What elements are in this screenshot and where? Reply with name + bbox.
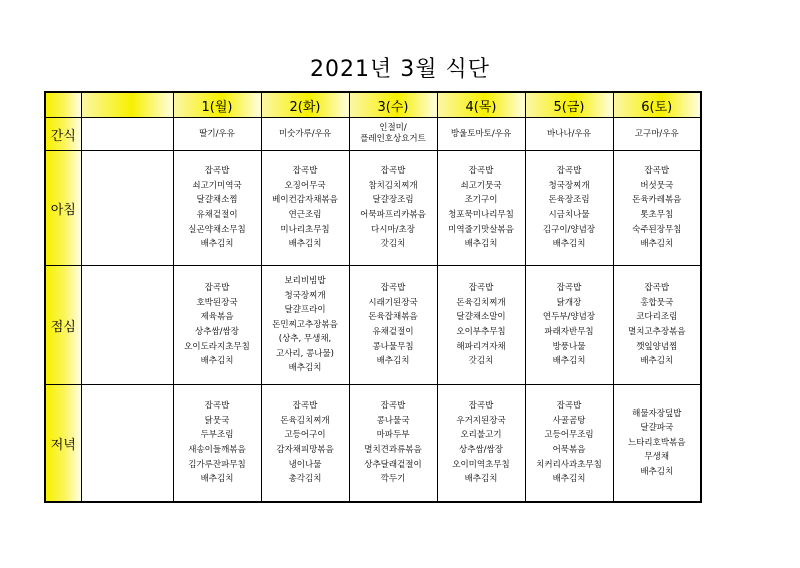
blank-cell [81, 151, 173, 266]
menu-cell [437, 151, 525, 266]
blank-header-cell [81, 92, 173, 118]
menu-item: 배추김치 [376, 356, 410, 367]
menu-item: 돈육장조림 [548, 195, 590, 206]
menu-item: 잡곡밥 [292, 166, 318, 177]
menu-item: 파래자반무침 [544, 327, 594, 337]
menu-item: 사골곰탕 [552, 415, 586, 426]
menu-cell [261, 266, 349, 385]
menu-item: 고등어구이 [284, 430, 326, 441]
menu-item: 해파리겨자채 [456, 341, 506, 352]
menu-item: 치커리사과초무침 [536, 459, 602, 470]
meal-label: 간식 [45, 118, 81, 151]
menu-item: 배추김치 [552, 356, 586, 367]
meal-label: 점심 [45, 266, 81, 385]
menu-item: 딸기/우유 [199, 128, 235, 139]
meal-row-lunch [45, 266, 701, 385]
menu-cell [261, 385, 349, 503]
menu-item: 홍합뭇국 [640, 297, 674, 308]
menu-item: 고구마/우유 [634, 128, 679, 139]
menu-item: 배추김치 [640, 239, 674, 250]
menu-item: 돈육카레볶음 [632, 195, 682, 206]
menu-item: 참치김치찌개 [368, 180, 418, 191]
menu-cell [437, 118, 525, 151]
menu-item: 보리비빔밥 [284, 275, 326, 286]
menu-item: 쇠고기뭇국 [460, 180, 502, 191]
menu-item: 잡곡밥 [380, 283, 406, 294]
menu-item: 유채겉절이 [372, 327, 414, 337]
day-header: 3(수) [349, 92, 437, 118]
menu-cell [261, 118, 349, 151]
corner-cell [45, 92, 81, 118]
menu-item: 오징어무국 [284, 180, 326, 191]
menu-item: 잡곡밥 [556, 401, 582, 412]
menu-item: 코다리조림 [636, 312, 678, 323]
menu-item: 버섯뭇국 [640, 180, 674, 191]
menu-item: 갓김치 [468, 356, 494, 367]
menu-item: 잡곡밥 [204, 401, 230, 412]
menu-item: 닭뭇국 [204, 415, 230, 426]
menu-cell [349, 385, 437, 503]
menu-item: 숙주된장무침 [632, 224, 682, 235]
menu-item: 상추쌈/쌈장 [195, 327, 239, 337]
menu-cell [525, 385, 613, 503]
meal-row-snack [45, 118, 701, 151]
menu-item: 호박된장국 [196, 297, 238, 308]
menu-item: 쇠고기미역국 [192, 180, 242, 191]
menu-cell [173, 385, 261, 503]
menu-cell [525, 151, 613, 266]
menu-item: 두부조림 [200, 430, 234, 441]
menu-item: 배추김치 [464, 239, 498, 250]
menu-item: 조기구이 [464, 195, 498, 206]
menu-item: 고등어무조림 [544, 430, 594, 441]
menu-item: 제육볶음 [200, 312, 234, 323]
menu-item: 오이부추무침 [456, 327, 506, 337]
menu-cell [173, 151, 261, 266]
menu-item: 총각김치 [288, 474, 322, 485]
menu-item: 해물자장덮밥 [632, 408, 682, 419]
menu-item: 다시마/초장 [371, 224, 415, 235]
menu-item: 돈육잡채볶음 [368, 312, 418, 323]
menu-item: 배추김치 [640, 356, 674, 367]
menu-item: 잡곡밥 [204, 166, 230, 177]
menu-item: 미역줄기맛살볶음 [448, 224, 514, 235]
menu-item: 방풍나물 [552, 341, 586, 352]
day-header: 4(목) [437, 92, 525, 118]
menu-item: 청포묵미나리무침 [448, 210, 514, 220]
menu-item: 갓김치 [380, 239, 406, 250]
header-row [45, 92, 701, 118]
meal-row-breakfast [45, 151, 701, 266]
menu-item: 잡곡밥 [556, 283, 582, 294]
menu-item: 냉이나물 [288, 459, 322, 470]
menu-item: 연근조림 [288, 210, 322, 220]
menu-item: 새송이들깨볶음 [188, 445, 246, 455]
menu-item: 시래기된장국 [368, 297, 418, 308]
menu-item: 어묵파프리카볶음 [360, 210, 426, 220]
menu-item: 상추쌈/쌈장 [459, 445, 503, 455]
menu-item: 잡곡밥 [644, 166, 670, 177]
menu-item: 돈민찌고추장볶음 [272, 319, 338, 330]
menu-item: 돈육김치찌개 [456, 297, 506, 308]
menu-item: 멸치견과류볶음 [364, 445, 422, 455]
menu-item: 어묵볶음 [552, 445, 586, 455]
menu-item: 플레인호상요거트 [360, 134, 426, 144]
menu-item: (상추, 무생채, [278, 334, 332, 345]
menu-item: 돈육김치찌개 [280, 415, 330, 426]
blank-cell [81, 118, 173, 151]
meal-plan-table [44, 91, 702, 503]
menu-item: 깻잎양념찜 [636, 341, 678, 352]
menu-cell [525, 266, 613, 385]
menu-item: 연두부/양념장 [542, 312, 596, 323]
menu-item: 인절미/ [379, 123, 407, 133]
menu-item: 배추김치 [640, 466, 674, 477]
menu-cell [261, 151, 349, 266]
menu-item: 배추김치 [200, 356, 234, 367]
menu-cell [613, 266, 701, 385]
menu-cell [437, 266, 525, 385]
menu-cell [437, 385, 525, 503]
menu-item: 오이도라지초무침 [184, 341, 250, 352]
menu-item: 달걀채소말이 [456, 312, 506, 323]
menu-item: 잡곡밥 [468, 166, 494, 177]
menu-item: 잡곡밥 [468, 283, 494, 294]
menu-item: 청국장찌개 [548, 180, 590, 191]
menu-cell [349, 151, 437, 266]
meal-row-dinner [45, 385, 701, 503]
menu-item: 미나리초무침 [280, 224, 330, 235]
menu-item: 마파두부 [376, 430, 410, 441]
menu-item: 고사리, 콩나물) [276, 348, 334, 359]
menu-item: 우거지된장국 [456, 415, 506, 426]
menu-item: 무생채 [644, 452, 670, 463]
menu-item: 배추김치 [200, 474, 234, 485]
menu-item: 잡곡밥 [644, 283, 670, 294]
menu-item: 느타리호박볶음 [628, 437, 686, 448]
menu-item: 미숫가루/우유 [278, 128, 332, 139]
menu-item: 달걀장조림 [372, 195, 414, 206]
menu-item: 배추김치 [288, 363, 322, 374]
menu-item: 잡곡밥 [380, 401, 406, 412]
menu-item: 실곤약채소무침 [188, 224, 246, 235]
day-header: 5(금) [525, 92, 613, 118]
menu-item: 감자채피망볶음 [276, 445, 334, 455]
menu-item: 잡곡밥 [380, 166, 406, 177]
menu-item: 배추김치 [552, 239, 586, 250]
menu-item: 잡곡밥 [556, 166, 582, 177]
menu-item: 베이컨감자채볶음 [272, 195, 338, 206]
menu-item: 잡곡밥 [204, 283, 230, 294]
menu-item: 달걀채소찜 [196, 195, 238, 206]
menu-item: 배추김치 [552, 474, 586, 485]
menu-item: 잡곡밥 [292, 401, 318, 412]
menu-item: 배추김치 [200, 239, 234, 250]
blank-cell [81, 266, 173, 385]
page-title: 2021년 3월 식단 [310, 57, 490, 82]
menu-cell [173, 266, 261, 385]
menu-item: 배추김치 [288, 239, 322, 250]
meal-label: 저녁 [45, 385, 81, 503]
menu-item: 시금치나물 [548, 210, 590, 220]
menu-item: 멸치고추장볶음 [628, 327, 686, 337]
menu-item: 유채겉절이 [196, 210, 238, 220]
menu-item: 상추달래겉절이 [364, 459, 422, 470]
menu-item: 배추김치 [464, 474, 498, 485]
menu-item: 오이미역초무침 [452, 459, 510, 470]
day-header: 2(화) [261, 92, 349, 118]
meal-label: 아침 [45, 151, 81, 266]
day-header: 6(토) [613, 92, 701, 118]
menu-item: 콩나물무침 [372, 341, 414, 352]
menu-item: 김가루잔파무침 [188, 459, 246, 470]
blank-cell [81, 385, 173, 503]
menu-item: 김구이/양념장 [542, 224, 596, 235]
menu-item: 콩나물국 [376, 415, 410, 426]
menu-item: 톳초무침 [640, 210, 674, 220]
menu-cell [613, 385, 701, 503]
menu-item: 닭개장 [556, 297, 582, 308]
menu-item: 바나나/우유 [547, 128, 591, 139]
menu-item: 오리불고기 [460, 430, 502, 441]
menu-cell [349, 118, 437, 151]
menu-item: 청국장찌개 [284, 290, 326, 301]
menu-cell [613, 151, 701, 266]
menu-cell [613, 118, 701, 151]
menu-item: 깍두기 [380, 474, 406, 485]
menu-item: 달걀프라이 [284, 305, 326, 316]
menu-cell [173, 118, 261, 151]
day-header: 1(월) [173, 92, 261, 118]
menu-cell [525, 118, 613, 151]
menu-item: 달걀파국 [640, 423, 674, 434]
menu-item: 잡곡밥 [468, 401, 494, 412]
menu-item: 방울토마토/우유 [450, 128, 512, 139]
menu-cell [349, 266, 437, 385]
